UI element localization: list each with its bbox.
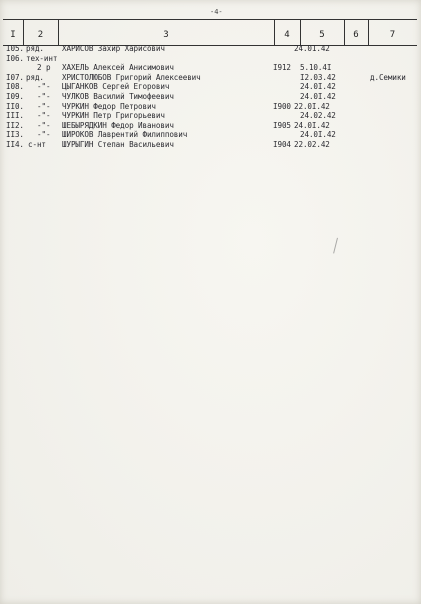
entry-name: ШУРЫГИН Степан Васильевич [62,139,174,149]
column-header-4: 4 [284,30,290,40]
entry-number: I09. [6,91,24,101]
table-row [0,130,421,140]
entry-name: ЧУРКИН Федор Петрович [62,101,156,111]
entry-birth-year: I904 [273,139,291,149]
page-number: -4- [210,8,223,16]
table-row [0,44,421,54]
entry-name: ЧУЛКОВ Василий Тимофеевич [62,91,174,101]
entry-name: ШИРОКОВ Лаврентий Филиппович [62,130,188,140]
entry-number: I07. [6,72,24,82]
table-row [0,121,421,131]
column-header-3: 3 [163,30,169,40]
entry-number: I05. [6,44,24,53]
entry-date: 24.02.42 [300,111,336,121]
entry-rank: 2 р [37,63,51,73]
entry-date: 24.01.42 [294,44,330,53]
table-row [0,140,421,150]
entry-date: 24.0I.42 [300,91,336,101]
entry-rank: -"- [37,120,51,130]
entry-name: ШЕБЫРЯДКИН Федор Иванович [62,120,174,130]
entry-date: 24.0I.42 [294,120,330,130]
entry-number: I08. [6,82,24,92]
table-row [0,111,421,121]
column-header-1: I [10,30,16,40]
entry-name: ХРИСТОЛЮБОВ Григорий Алексеевич [62,72,201,82]
entry-date: 24.0I.42 [300,130,336,140]
entry-note: д.Семики [370,72,406,82]
column-header-7: 7 [389,30,396,40]
entry-name: ХАХЕЛЬ Алексей Анисимович [62,63,174,73]
entry-number: II4. [6,139,24,149]
pencil-mark [333,238,341,254]
entry-rank: -"- [37,101,51,111]
entry-date: 24.0I.42 [300,82,336,92]
entry-birth-year: I912 [273,63,291,73]
entry-number: II2. [6,120,24,130]
table-row [0,54,421,64]
entry-date: 5.10.4I [300,63,332,73]
entry-date: I2.03.42 [300,72,336,82]
table-row [0,102,421,112]
entry-rank: ряд. [26,44,44,53]
table-row [0,73,421,83]
entry-rank: ряд. [26,72,44,82]
table-header [3,19,417,46]
table-row [0,63,421,73]
entry-date: 22.0I.42 [294,101,330,111]
entry-rank: -"- [37,130,51,140]
entry-name: ЧУРКИН Петр Григорьевич [62,111,165,121]
entry-name: ХАРИСОВ Захир Харисович [62,44,165,53]
entry-birth-year: I900 [273,101,291,111]
entry-rank: -"- [37,111,51,121]
column-header-5: 5 [319,30,325,40]
entry-name: ЦЫГАНКОВ Сергей Егорович [62,82,170,92]
entry-birth-year: I905 [273,120,291,130]
entry-rank: с-нт [28,139,46,149]
entry-number: III. [6,111,24,121]
entry-number: I06. [6,53,24,63]
column-header-2: 2 [37,30,44,40]
entry-list [0,44,421,150]
entry-rank: тех-инт [26,53,58,63]
entry-number: II3. [6,130,24,140]
entry-rank: -"- [37,91,51,101]
table-row [0,92,421,102]
column-header-6: 6 [353,30,359,40]
table-row [0,82,421,92]
entry-number: II0. [6,101,24,111]
entry-rank: -"- [37,82,51,92]
entry-date: 22.02.42 [294,139,330,149]
